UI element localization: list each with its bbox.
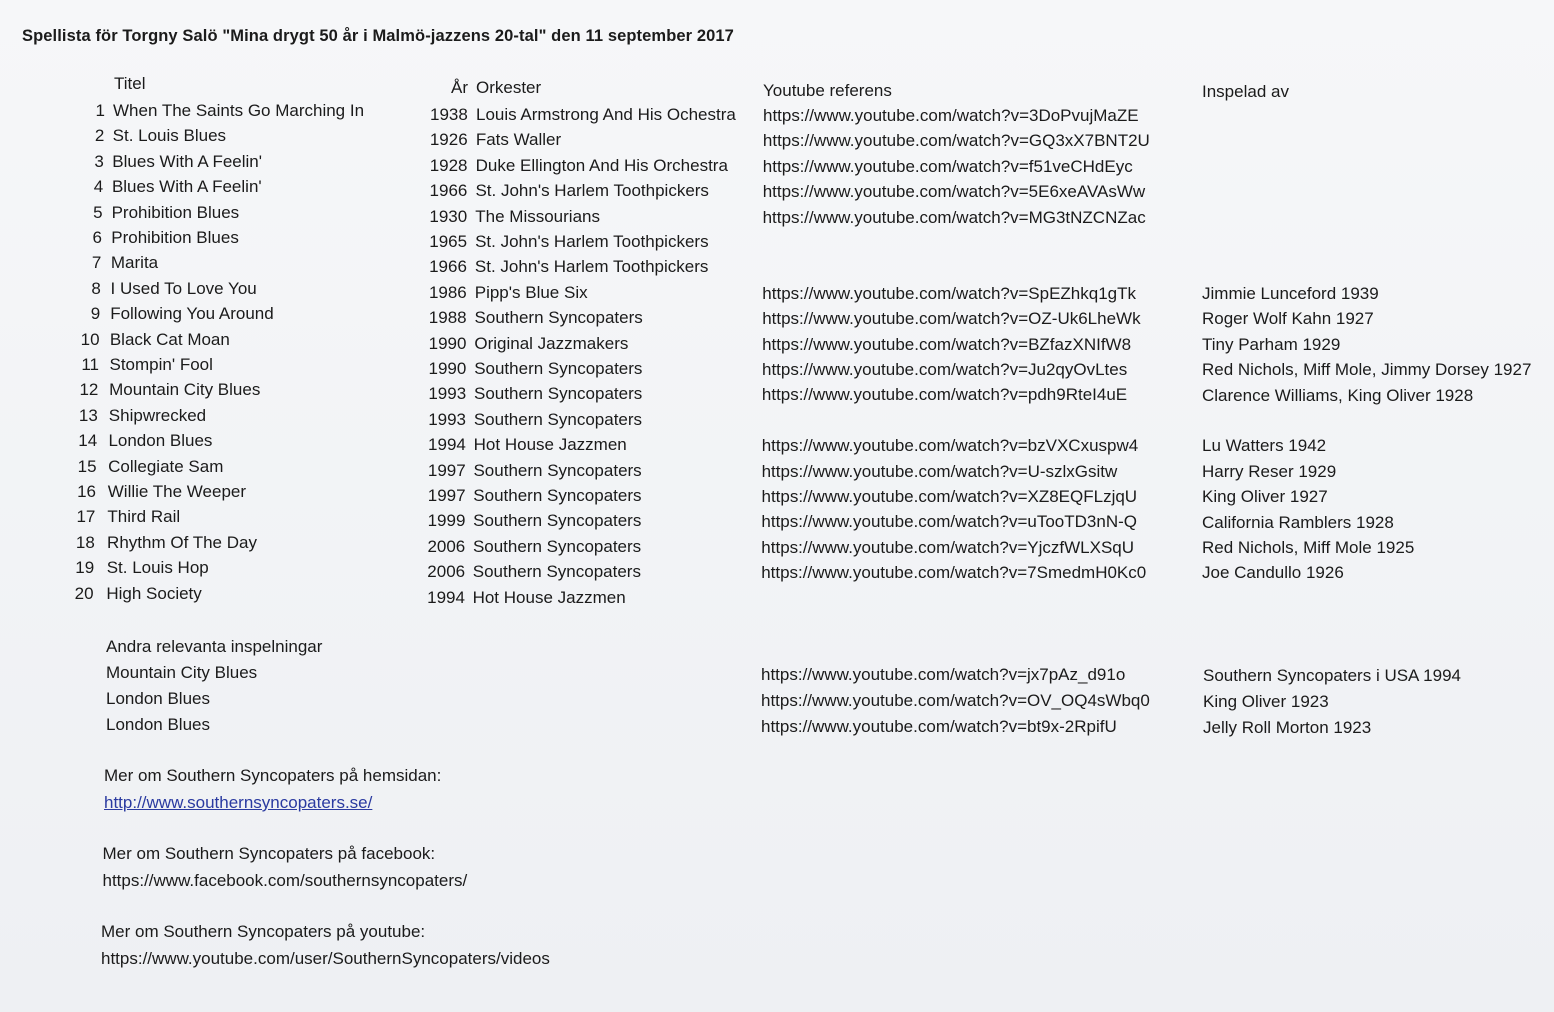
row-number: 17 xyxy=(76,507,96,527)
row-recorded-by: Jimmie Lunceford 1939 xyxy=(1202,284,1379,303)
row-youtube-url: https://www.youtube.com/watch?v=5E6xeAVAsWw xyxy=(762,182,1146,202)
row-recorded-by: King Oliver 1927 xyxy=(1202,487,1328,507)
row-title: St. Louis Blues xyxy=(112,126,227,146)
header-youtube: Youtube referens xyxy=(763,81,892,100)
row-year: 1926 xyxy=(429,130,468,150)
row-recorded-by: Roger Wolf Kahn 1927 xyxy=(1202,309,1374,329)
row-title: Black Cat Moan xyxy=(109,329,230,349)
more-url: https://www.youtube.com/user/SouthernSyncopaters/videos xyxy=(101,949,550,968)
row-youtube-url: https://www.youtube.com/watch?v=U-szlxGsitw xyxy=(761,461,1118,481)
row-title: Prohibition Blues xyxy=(111,202,240,222)
row-year: 1997 xyxy=(427,486,466,505)
row-number: 5 xyxy=(93,202,103,222)
row-number: 9 xyxy=(90,304,101,324)
other-youtube-url: https://www.youtube.com/watch?v=jx7pAz_d91o xyxy=(761,665,1126,684)
row-title: Shipwrecked xyxy=(108,405,207,425)
row-youtube-url: https://www.youtube.com/watch?v=YjczfWLXSqU xyxy=(761,537,1135,557)
row-title: Blues With A Feelin' xyxy=(112,151,263,171)
row-band: Pipp's Blue Six xyxy=(474,282,588,302)
row-band: St. John's Harlem Toothpickers xyxy=(475,181,709,201)
row-band: Southern Syncopaters xyxy=(473,511,642,531)
other-title: London Blues xyxy=(106,689,210,708)
row-band: Duke Ellington And His Orchestra xyxy=(475,155,728,175)
other-youtube-url: https://www.youtube.com/watch?v=bt9x-2RpifU xyxy=(761,717,1117,736)
more-label: Mer om Southern Syncopaters på facebook: xyxy=(102,844,436,863)
document-title: Spellista för Torgny Salö "Mina drygt 50 år i Malmö-jazzens 20-tal" den 11 september 2017 xyxy=(22,27,734,45)
row-number: 11 xyxy=(81,355,99,374)
row-youtube-url: https://www.youtube.com/watch?v=BZfazXNIfW8 xyxy=(762,334,1132,354)
header-recorded-by: Inspelad av xyxy=(1202,82,1289,101)
row-number: 7 xyxy=(91,253,102,273)
row-title: St. Louis Hop xyxy=(106,558,209,578)
more-label: Mer om Southern Syncopaters på hemsidan: xyxy=(104,766,442,785)
row-title: Mountain City Blues xyxy=(109,380,261,400)
row-band: St. John's Harlem Toothpickers xyxy=(474,257,709,277)
row-number: 6 xyxy=(92,228,102,247)
row-title: Rhythm Of The Day xyxy=(107,532,257,552)
row-year: 2006 xyxy=(427,562,466,582)
row-youtube-url: https://www.youtube.com/watch?v=OZ-Uk6LheWk xyxy=(762,309,1141,329)
header-title: Titel xyxy=(114,74,146,93)
row-youtube-url: https://www.youtube.com/watch?v=7SmedmH0Kc0 xyxy=(761,563,1147,583)
row-year: 1966 xyxy=(429,257,467,277)
row-youtube-url: https://www.youtube.com/watch?v=SpEZhkq1gTk xyxy=(762,283,1137,303)
row-year: 1994 xyxy=(428,435,466,455)
website-link[interactable]: http://www.southernsyncopaters.se/ xyxy=(104,793,373,812)
row-band: Hot House Jazzmen xyxy=(473,435,627,455)
row-youtube-url: https://www.youtube.com/watch?v=pdh9RteI4uE xyxy=(761,385,1128,405)
row-year: 1990 xyxy=(428,333,467,353)
row-band: St. John's Harlem Toothpickers xyxy=(475,232,709,251)
row-youtube-url: https://www.youtube.com/watch?v=3DoPvujMaZE xyxy=(763,106,1139,125)
row-band: Original Jazzmakers xyxy=(474,333,629,353)
row-year: 1928 xyxy=(429,155,468,175)
row-band: The Missourians xyxy=(475,206,600,226)
row-recorded-by: Joe Candullo 1926 xyxy=(1202,563,1344,583)
row-title: Marita xyxy=(110,253,159,273)
other-recorded-by: Southern Syncopaters i USA 1994 xyxy=(1203,666,1461,685)
row-band: Southern Syncopaters xyxy=(472,536,642,556)
more-label: Mer om Southern Syncopaters på youtube: xyxy=(101,922,426,941)
row-youtube-url: https://www.youtube.com/watch?v=MG3tNZCNZac xyxy=(762,207,1146,227)
row-recorded-by: California Ramblers 1928 xyxy=(1202,512,1394,532)
row-number: 19 xyxy=(75,558,95,578)
row-youtube-url: https://www.youtube.com/watch?v=uTooTD3nN-Q xyxy=(761,512,1137,532)
row-band: Southern Syncopaters xyxy=(473,409,643,429)
row-year: 1930 xyxy=(429,206,468,226)
row-number: 8 xyxy=(91,278,101,298)
row-year: 1966 xyxy=(429,181,468,201)
row-number: 12 xyxy=(79,380,99,400)
row-band: Louis Armstrong And His Ochestra xyxy=(476,105,736,124)
other-title: Mountain City Blues xyxy=(106,663,258,682)
row-year: 2006 xyxy=(427,536,466,556)
row-title: Stompin' Fool xyxy=(109,355,213,374)
row-youtube-url: https://www.youtube.com/watch?v=f51veCHdEyc xyxy=(762,156,1133,176)
row-number: 3 xyxy=(94,151,104,171)
row-title: Third Rail xyxy=(107,507,181,527)
row-title: Prohibition Blues xyxy=(111,228,239,247)
other-recorded-by: Jelly Roll Morton 1923 xyxy=(1203,718,1372,737)
row-recorded-by: Lu Watters 1942 xyxy=(1202,436,1327,456)
row-band: Southern Syncopaters xyxy=(474,359,643,378)
row-year: 1997 xyxy=(427,460,466,480)
row-number: 4 xyxy=(93,177,104,197)
row-number: 2 xyxy=(94,126,105,146)
row-band: Fats Waller xyxy=(475,130,562,150)
other-heading: Andra relevanta inspelningar xyxy=(106,637,323,656)
header-year: År xyxy=(451,78,468,97)
row-number: 13 xyxy=(78,405,98,425)
row-recorded-by: Red Nichols, Miff Mole 1925 xyxy=(1202,538,1415,557)
row-year: 1990 xyxy=(428,359,467,378)
row-youtube-url: https://www.youtube.com/watch?v=Ju2qyOvLtes xyxy=(762,360,1128,379)
row-year: 1993 xyxy=(428,384,467,404)
row-band: Southern Syncopaters xyxy=(474,384,643,404)
header-band: Orkester xyxy=(476,78,542,97)
row-band: Southern Syncopaters xyxy=(473,460,642,480)
row-title: High Society xyxy=(106,583,202,603)
row-number: 20 xyxy=(74,583,94,603)
row-year: 1965 xyxy=(429,232,468,251)
row-title: Willie The Weeper xyxy=(107,482,247,501)
row-number: 14 xyxy=(78,431,98,451)
row-title: When The Saints Go Marching In xyxy=(113,101,365,120)
row-youtube-url: https://www.youtube.com/watch?v=XZ8EQFLzjqU xyxy=(761,487,1138,506)
row-number: 15 xyxy=(77,456,97,476)
row-recorded-by: Red Nichols, Miff Mole, Jimmy Dorsey 1927 xyxy=(1202,360,1532,380)
other-title: London Blues xyxy=(106,715,210,734)
row-year: 1938 xyxy=(430,105,468,124)
row-title: Blues With A Feelin' xyxy=(111,177,262,197)
row-year: 1994 xyxy=(427,587,465,607)
row-year: 1999 xyxy=(427,511,466,531)
other-youtube-url: https://www.youtube.com/watch?v=OV_OQ4sWbq0 xyxy=(761,691,1150,710)
row-recorded-by: Harry Reser 1929 xyxy=(1202,461,1337,481)
row-band: Southern Syncopaters xyxy=(472,562,641,582)
row-year: 1993 xyxy=(428,409,467,429)
row-band: Southern Syncopaters xyxy=(473,486,642,505)
row-youtube-url: https://www.youtube.com/watch?v=bzVXCxuspw4 xyxy=(761,436,1139,456)
row-number: 16 xyxy=(77,482,96,501)
row-youtube-url: https://www.youtube.com/watch?v=GQ3xX7BNT2U xyxy=(762,131,1150,151)
row-band: Southern Syncopaters xyxy=(474,308,643,328)
row-number: 1 xyxy=(95,101,105,120)
row-recorded-by: Tiny Parham 1929 xyxy=(1202,334,1341,354)
row-number: 18 xyxy=(75,532,95,552)
row-year: 1986 xyxy=(428,282,467,302)
row-year: 1988 xyxy=(428,308,467,328)
row-title: Collegiate Sam xyxy=(108,456,224,476)
row-band: Hot House Jazzmen xyxy=(472,587,626,607)
row-title: London Blues xyxy=(108,431,213,451)
row-recorded-by: Clarence Williams, King Oliver 1928 xyxy=(1202,385,1474,405)
more-url: https://www.facebook.com/southernsyncopaters/ xyxy=(102,871,468,890)
other-recorded-by: King Oliver 1923 xyxy=(1203,692,1329,711)
row-title: I Used To Love You xyxy=(110,278,257,298)
row-title: Following You Around xyxy=(110,304,274,324)
row-number: 10 xyxy=(80,329,100,349)
